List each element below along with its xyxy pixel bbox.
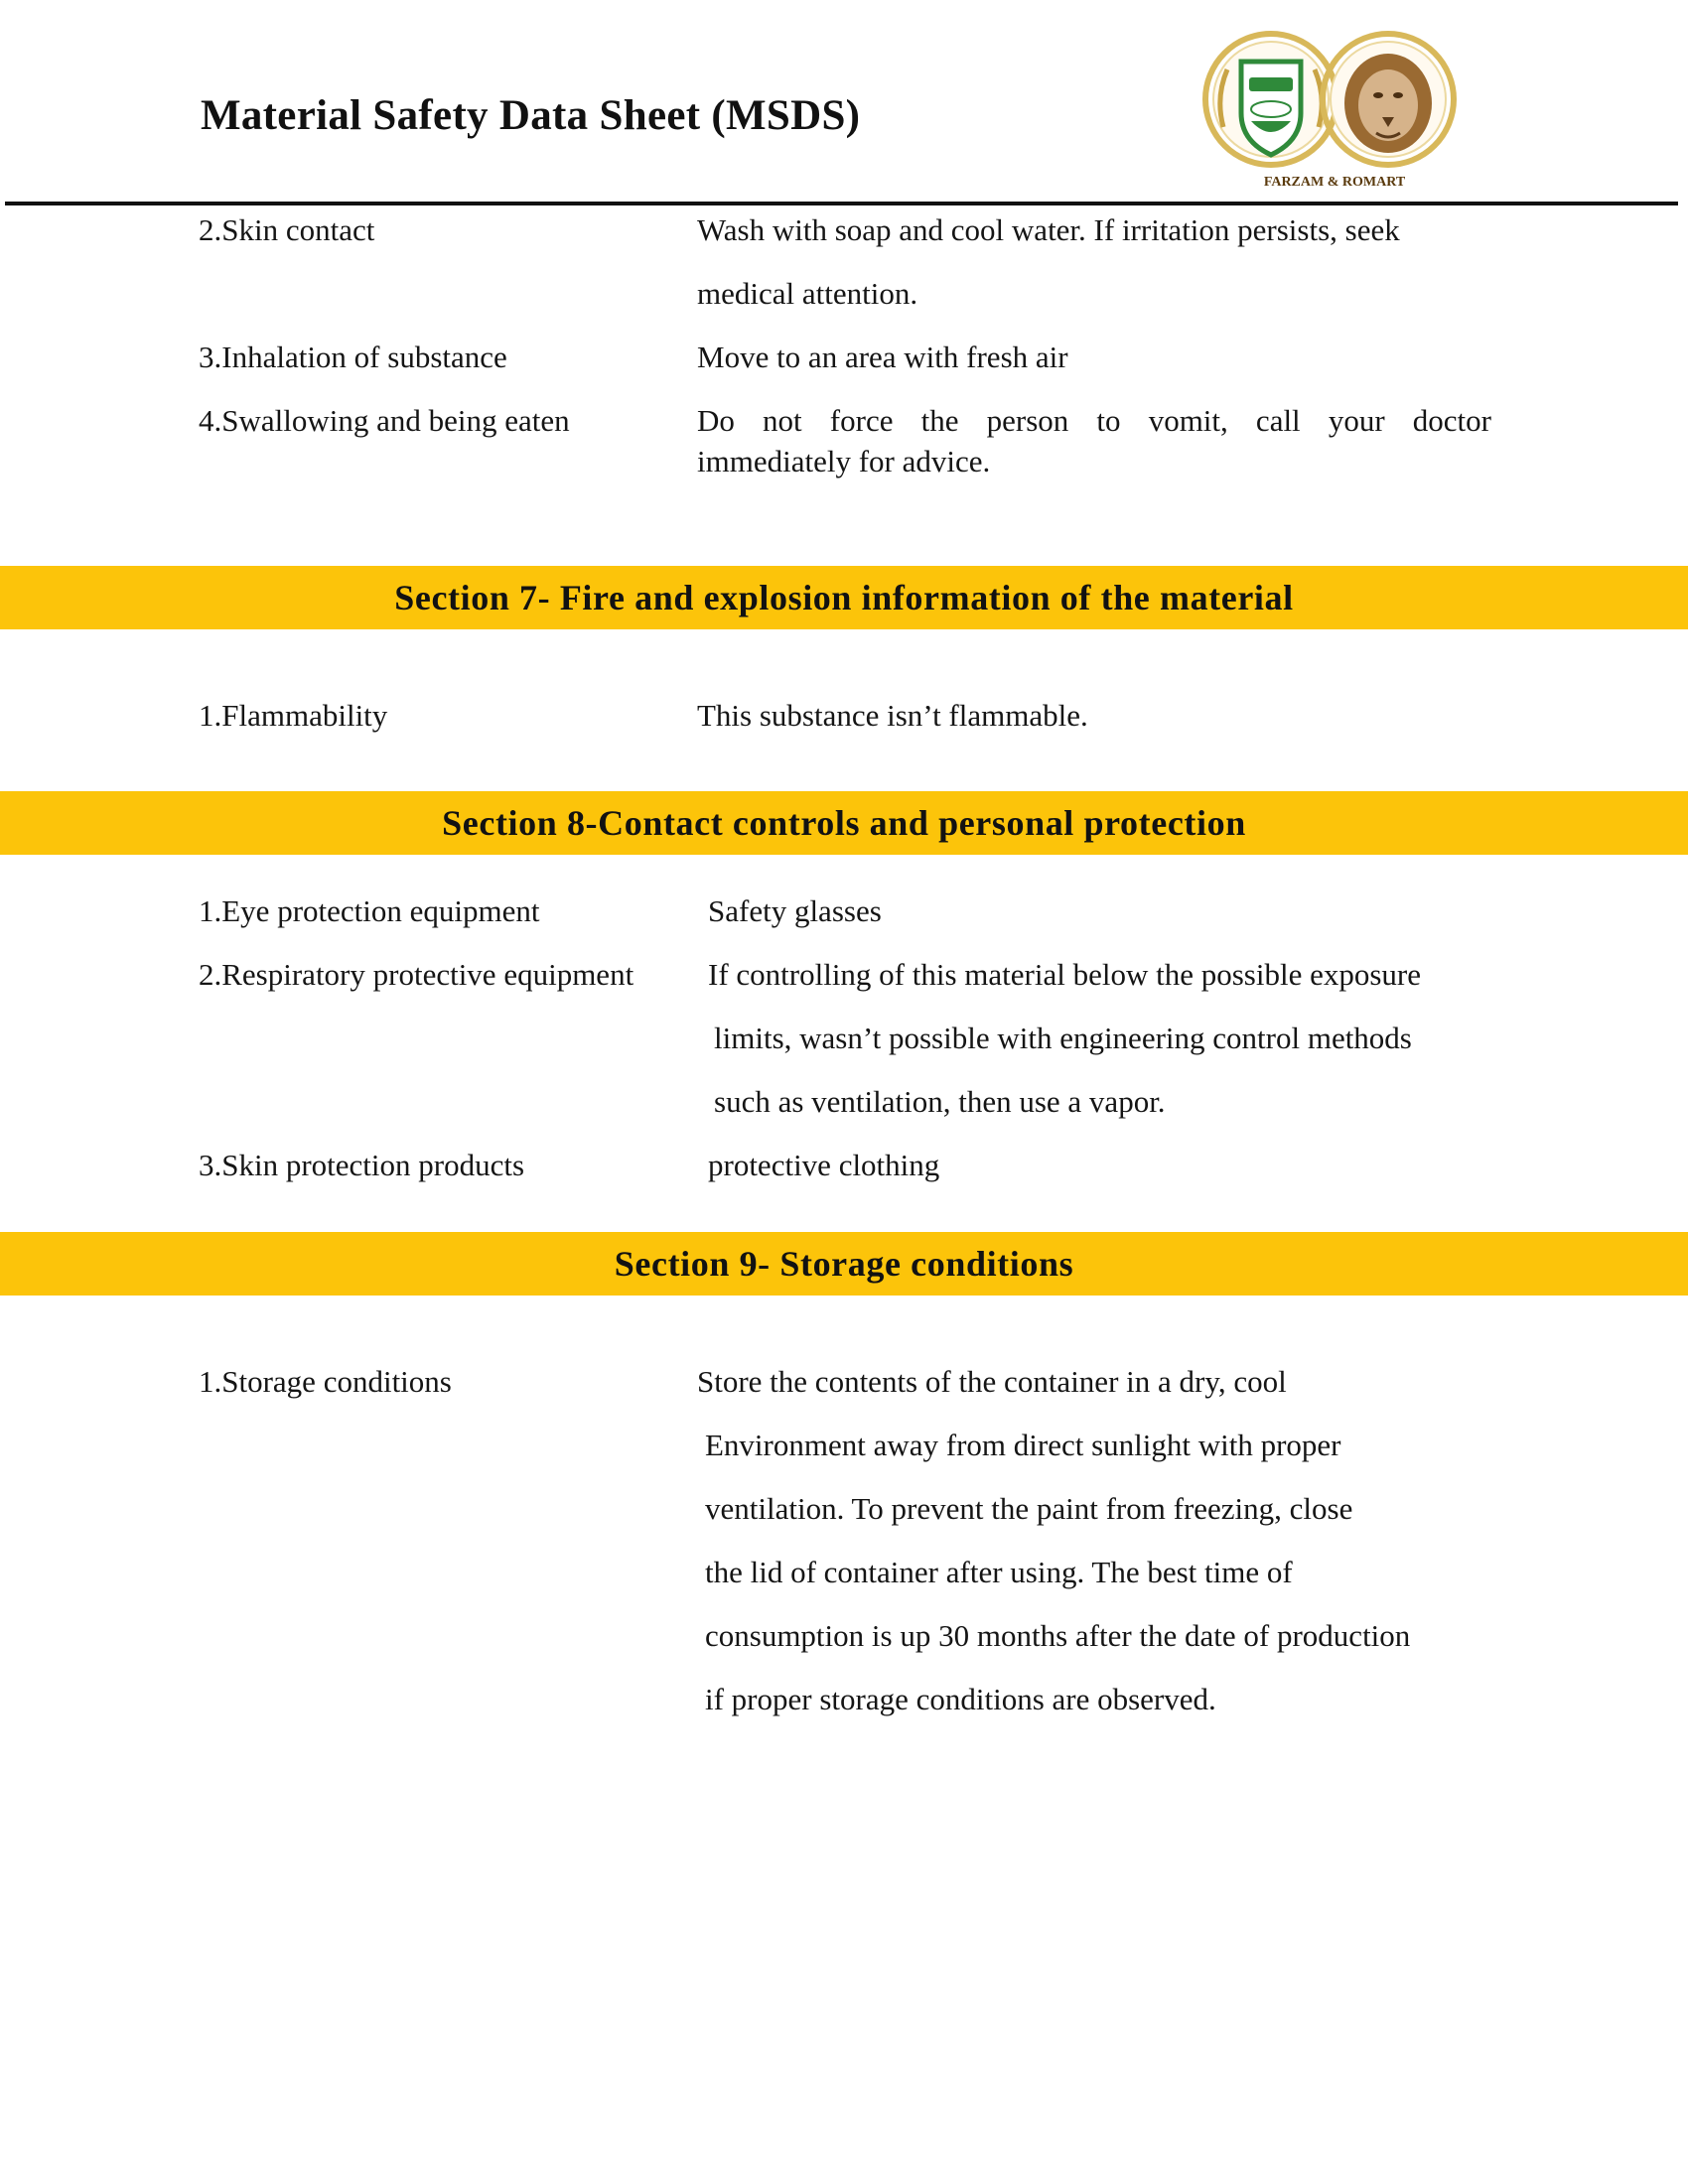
skin-protection-label: 3.Skin protection products <box>199 1148 525 1182</box>
swallowing-value-line: immediately for advice. <box>697 444 991 478</box>
flammability-value: This substance isn’t flammable. <box>697 698 1088 733</box>
storage-conditions-value-line: Store the contents of the container in a dry, cool <box>697 1364 1287 1399</box>
storage-conditions-value-line: the lid of container after using. The best time of <box>705 1555 1293 1589</box>
storage-conditions-label: 1.Storage conditions <box>199 1364 452 1399</box>
skin-contact-label: 2.Skin contact <box>199 212 375 247</box>
skin-protection-value: protective clothing <box>708 1148 940 1182</box>
shield-emblem-icon <box>1205 34 1336 165</box>
storage-conditions-value-line: Environment away from direct sunlight with proper <box>705 1428 1341 1462</box>
logo-caption: FARZAM & ROMART <box>1263 175 1406 190</box>
storage-conditions-value-line: if proper storage conditions are observed. <box>705 1682 1216 1716</box>
header-divider <box>5 202 1678 205</box>
eye-protection-label: 1.Eye protection equipment <box>199 893 540 928</box>
flammability-label: 1.Flammability <box>199 698 388 733</box>
respiratory-protection-label: 2.Respiratory protective equipment <box>199 957 634 992</box>
skin-contact-value-line: medical attention. <box>697 276 918 311</box>
eye-protection-value: Safety glasses <box>708 893 882 928</box>
section-9-header <box>0 1232 1688 1296</box>
company-logo <box>1201 18 1460 197</box>
inhalation-value: Move to an area with fresh air <box>697 340 1068 374</box>
section-8-title: Section 8-Contact controls and personal protection <box>442 803 1246 843</box>
storage-conditions-value-line: consumption is up 30 months after the date of production <box>705 1618 1411 1653</box>
section-7-title: Section 7- Fire and explosion information of the material <box>394 578 1294 617</box>
respiratory-protection-value-line: If controlling of this material below the possible exposure <box>708 957 1421 992</box>
respiratory-protection-value-line: such as ventilation, then use a vapor. <box>714 1084 1166 1119</box>
swallowing-value-line: Do not force the person to vomit, call your doctor <box>697 403 1491 438</box>
respiratory-protection-value-line: limits, wasn’t possible with engineering control methods <box>714 1021 1412 1055</box>
lion-emblem-icon <box>1323 34 1454 165</box>
inhalation-label: 3.Inhalation of substance <box>199 340 507 374</box>
section-7-header <box>0 566 1688 629</box>
swallowing-label: 4.Swallowing and being eaten <box>199 403 570 438</box>
skin-contact-value-line: Wash with soap and cool water. If irritation persists, seek <box>697 212 1400 247</box>
storage-conditions-value-line: ventilation. To prevent the paint from freezing, close <box>705 1491 1353 1526</box>
section-9-title: Section 9- Storage conditions <box>614 1244 1074 1284</box>
page-title: Material Safety Data Sheet (MSDS) <box>201 92 861 139</box>
section-8-header <box>0 791 1688 855</box>
